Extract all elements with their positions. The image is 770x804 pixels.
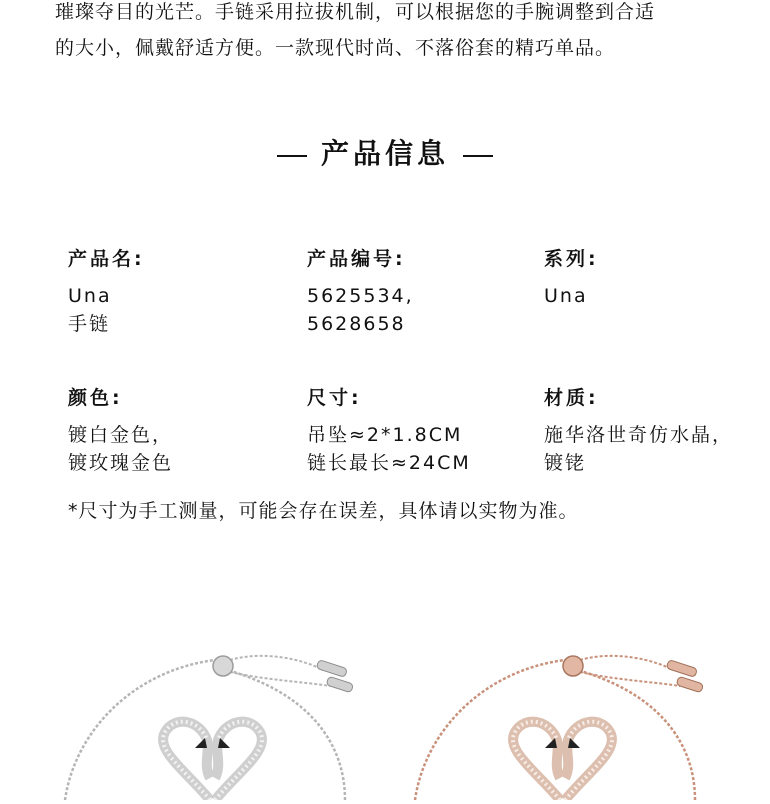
info-value-line: 5625534, <box>307 285 414 307</box>
measurement-note: *尺寸为手工测量，可能会存在误差，具体请以实物为准。 <box>68 500 579 522</box>
info-value <box>68 282 145 338</box>
bracelet-silver-image <box>45 620 375 800</box>
info-value-line: 吊坠≈2*1.8CM <box>307 424 463 446</box>
info-value <box>307 282 414 338</box>
product-photos <box>0 620 770 800</box>
info-label: 颜色: <box>68 387 123 409</box>
info-value <box>68 421 173 477</box>
info-label: 系列: <box>544 248 599 270</box>
title-dash-left <box>277 155 307 157</box>
info-value-line: 5628658 <box>307 313 406 335</box>
info-value-line: 施华洛世奇仿水晶， <box>544 424 734 446</box>
info-value-line: 链长最长≈24CM <box>307 452 471 474</box>
info-value-line: Una <box>68 285 112 307</box>
info-product-name <box>68 246 145 338</box>
info-size <box>307 385 471 477</box>
info-color <box>68 385 173 477</box>
section-title-text: 产品信息 <box>320 137 449 170</box>
info-value <box>307 421 471 477</box>
info-value-line: 镀白金色， <box>68 424 174 446</box>
info-material <box>544 385 733 477</box>
info-label: 尺寸: <box>307 387 362 409</box>
info-value-line: Una <box>544 285 588 307</box>
title-dash-right <box>463 155 493 157</box>
info-label: 材质: <box>544 387 599 409</box>
info-label: 产品名: <box>68 248 145 270</box>
info-label: 产品编号: <box>307 248 406 270</box>
info-value-line: 镀铑 <box>544 452 587 474</box>
info-value-line: 手链 <box>68 313 111 335</box>
info-value-line: 镀玫瑰金色 <box>68 452 174 474</box>
info-series <box>544 246 599 310</box>
bracelet-rose-gold-image <box>395 620 725 800</box>
section-title <box>0 132 770 172</box>
info-value <box>544 421 733 477</box>
intro-line-1: 璀璨夺目的光芒。手链采用拉拔机制，可以根据您的手腕调整到合适 <box>55 1 656 23</box>
info-value <box>544 282 599 310</box>
intro-line-2: 的大小，佩戴舒适方便。一款现代时尚、不落俗套的精巧单品。 <box>55 37 616 59</box>
info-product-code <box>307 246 414 338</box>
